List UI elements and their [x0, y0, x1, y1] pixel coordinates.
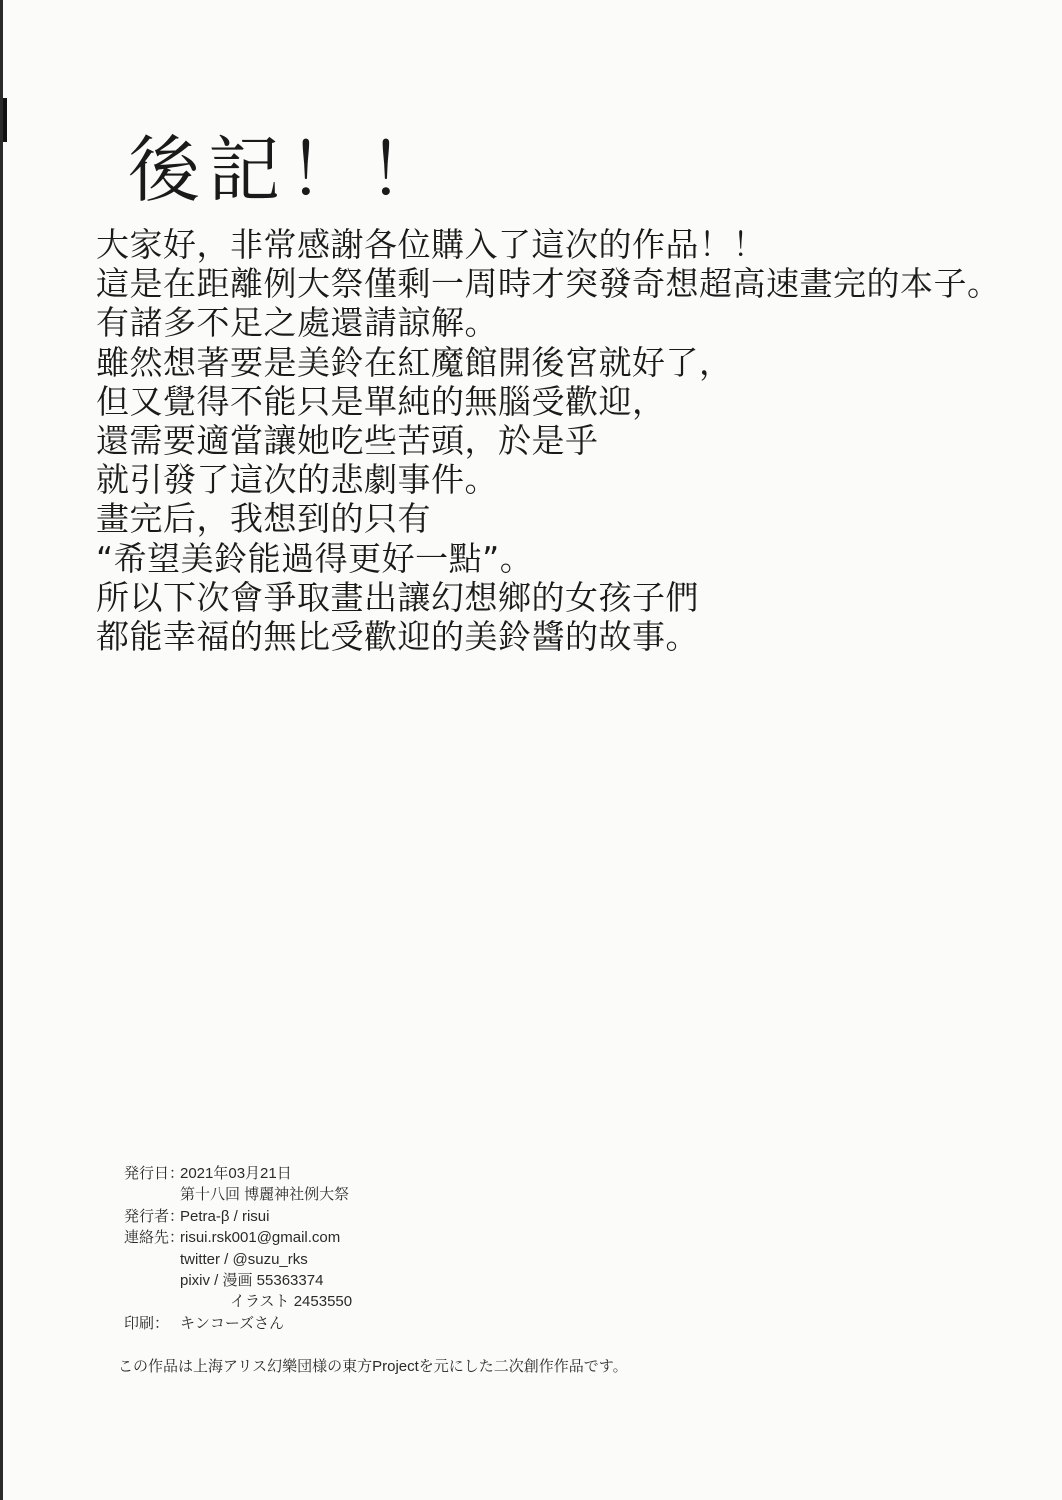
contact-pixiv-illust: イラスト 2453550 — [230, 1293, 353, 1311]
colophon-twitter-row — [124, 1249, 352, 1270]
colophon-publisher-row — [124, 1206, 352, 1227]
publisher-label: 発行者： — [124, 1207, 185, 1225]
contact-twitter: twitter / @suzu_rks — [180, 1250, 308, 1268]
event-name: 第十八回 博麗神社例大祭 — [180, 1186, 350, 1204]
body-line: 就引發了這次的悲劇事件。 — [96, 460, 498, 500]
body-line: 雖然想著要是美鈴在紅魔館開後宮就好了， — [96, 342, 733, 382]
date-value: 2021年03月21日 — [180, 1165, 292, 1182]
colophon-date-row — [124, 1163, 352, 1184]
contact-label: 連絡先： — [124, 1229, 185, 1247]
print-label: 印刷： — [124, 1314, 170, 1332]
body-line: 畫完后，我想到的只有 — [96, 499, 431, 539]
colophon-contact-row — [124, 1227, 352, 1248]
scan-edge-line — [0, 0, 3, 1500]
colophon-event-row — [124, 1184, 352, 1205]
body-line: 大家好，非常感謝各位購入了這次的作品！！ — [96, 225, 766, 264]
scan-edge-mark — [3, 98, 7, 142]
publisher-value: Petra-β / risui — [180, 1207, 270, 1225]
body-line: 這是在距離例大祭僅剩一周時才突發奇想超高速畫完的本子。 — [96, 264, 1001, 304]
body-line: 所以下次會爭取畫出讓幻想鄉的女孩子們 — [96, 577, 699, 617]
date-label: 発行日： — [124, 1165, 185, 1182]
fan-work-disclaimer: この作品は上海アリス幻樂団様の東方Projectを元にした二次創作作品です。 — [118, 1358, 628, 1375]
afterword-title: 後記！！ — [128, 128, 449, 212]
colophon-print-row — [124, 1313, 352, 1334]
contact-email: risui.rsk001@gmail.com — [180, 1229, 341, 1247]
afterword-body — [96, 225, 1046, 656]
contact-pixiv-manga: pixiv / 漫画 55363374 — [180, 1272, 324, 1290]
body-line: “希望美鈴能過得更好一點”。 — [96, 538, 534, 578]
body-line: 有諸多不足之處還請諒解。 — [96, 303, 498, 343]
colophon-illust-row — [124, 1291, 352, 1312]
print-value: キンコーズさん — [180, 1314, 285, 1332]
body-line: 都能幸福的無比受歡迎的美鈴醬的故事。 — [96, 617, 699, 657]
colophon — [124, 1163, 352, 1334]
colophon-pixiv-row — [124, 1270, 352, 1291]
body-line: 但又覺得不能只是單純的無腦受歡迎， — [96, 381, 666, 421]
body-line: 還需要適當讓她吃些苦頭，於是乎 — [96, 421, 599, 461]
